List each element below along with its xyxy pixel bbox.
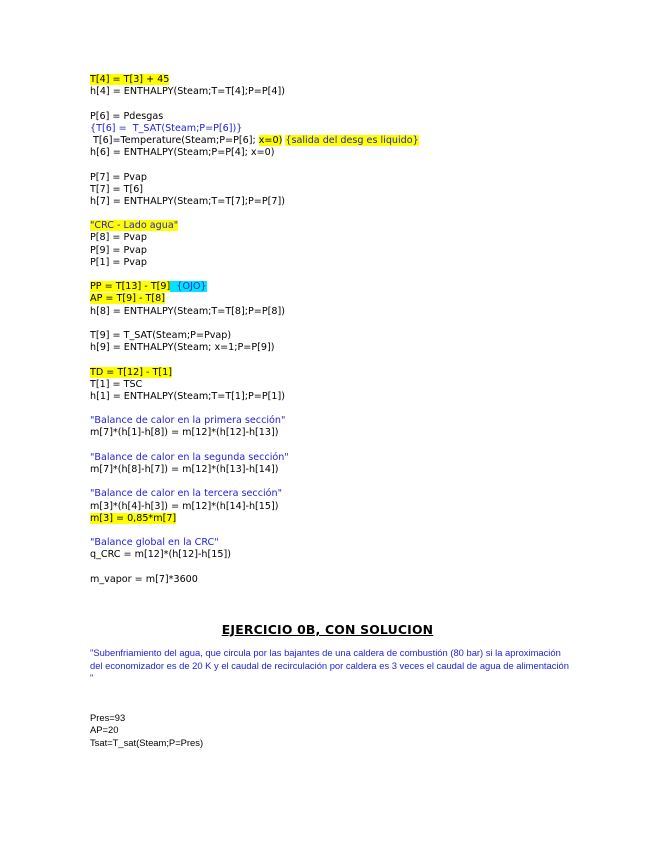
code-segment: AP = T[9] - T[8] xyxy=(90,293,165,305)
code-line xyxy=(90,86,419,98)
code-line xyxy=(90,427,419,439)
code-line xyxy=(90,257,419,269)
code-line xyxy=(90,513,419,525)
equation-line: AP=20 xyxy=(90,724,119,736)
code-line xyxy=(90,306,419,318)
code-segment: {OJO} xyxy=(170,281,207,293)
code-segment: h[7] = ENTHALPY(Steam;T=T[7];P=P[7]) xyxy=(90,195,285,207)
code-line xyxy=(90,379,419,391)
code-line xyxy=(90,74,419,86)
code-segment: m[3]*(h[4]-h[3]) = m[12]*(h[14]-h[15]) xyxy=(90,500,279,512)
code-segment: P[7] = Pvap xyxy=(90,171,147,183)
exercise-heading: EJERCICIO 0B, CON SOLUCION xyxy=(221,622,434,637)
blank-line xyxy=(90,159,419,171)
code-segment: T[9] = T_SAT(Steam;P=Pvap) xyxy=(90,329,232,341)
equation-listing xyxy=(90,74,419,586)
code-line xyxy=(90,342,419,354)
blank-line xyxy=(90,476,419,488)
blank-line xyxy=(90,562,419,574)
blank-line xyxy=(90,403,419,415)
code-line xyxy=(90,464,419,476)
code-line xyxy=(90,220,419,232)
code-segment: m[7]*(h[1]-h[8]) = m[12]*(h[12]-h[13]) xyxy=(90,427,279,439)
code-segment: h[8] = ENTHALPY(Steam;T=T[8];P=P[8]) xyxy=(90,305,285,317)
code-line xyxy=(90,123,419,135)
blank-line xyxy=(90,525,419,537)
blank-line xyxy=(90,318,419,330)
code-line xyxy=(90,501,419,513)
code-line xyxy=(90,135,419,147)
code-line xyxy=(90,232,419,244)
code-segment: T[6]=Temperature(Steam;P=P[6]; xyxy=(90,134,259,146)
blank-line xyxy=(90,98,419,110)
code-segment: h[9] = ENTHALPY(Steam; x=1;P=P[9]) xyxy=(90,342,275,354)
code-segment: q_CRC = m[12]*(h[12]-h[15]) xyxy=(90,549,231,561)
code-line xyxy=(90,330,419,342)
code-segment: T[1] = TSC xyxy=(90,378,143,390)
code-line xyxy=(90,537,419,549)
code-line xyxy=(90,172,419,184)
code-segment: "CRC - Lado agua" xyxy=(90,220,179,232)
code-segment: m[7]*(h[8]-h[7]) = m[12]*(h[13]-h[14]) xyxy=(90,464,279,475)
code-segment: TD = T[12] - T[1] xyxy=(90,366,172,378)
code-segment: h[1] = ENTHALPY(Steam;T=T[1];P=P[1]) xyxy=(90,390,285,402)
code-segment: P[6] = Pdesgas xyxy=(90,110,164,122)
code-segment: m_vapor = m[7]*3600 xyxy=(90,573,198,585)
code-segment: P[8] = Pvap xyxy=(90,232,147,244)
blank-line xyxy=(90,269,419,281)
code-line xyxy=(90,574,419,586)
code-segment: PP = T[13] - T[9] xyxy=(90,281,171,293)
code-line xyxy=(90,111,419,123)
code-segment: P[1] = Pvap xyxy=(90,256,147,268)
equation-line: Tsat=T_sat(Steam;P=Pres) xyxy=(90,736,204,748)
code-line xyxy=(90,293,419,305)
blank-line xyxy=(90,440,419,452)
code-segment: x=0) xyxy=(258,134,283,146)
code-line xyxy=(90,549,419,561)
code-segment: "Balance de calor en la segunda sección" xyxy=(90,451,289,463)
code-line xyxy=(90,281,419,293)
code-segment: h[4] = ENTHALPY(Steam;T=T[4];P=P[4]) xyxy=(90,86,285,98)
code-segment: h[6] = ENTHALPY(Steam;P=P[4]; x=0) xyxy=(90,147,275,159)
code-line xyxy=(90,147,419,159)
code-line xyxy=(90,452,419,464)
code-line xyxy=(90,488,419,500)
blank-line xyxy=(90,208,419,220)
code-line xyxy=(90,391,419,403)
code-segment: T[4] = T[3] + 45 xyxy=(90,74,170,85)
code-segment: "Balance global en la CRC" xyxy=(90,537,219,549)
code-segment: {salida del desg es liquido} xyxy=(285,134,419,146)
code-line xyxy=(90,367,419,379)
code-line xyxy=(90,415,419,427)
blank-line xyxy=(90,354,419,366)
code-line xyxy=(90,184,419,196)
code-segment: "Balance de calor en la tercera sección" xyxy=(90,488,283,500)
problem-statement: "Subenfriamiento del agua, que circula por las bajantes de una caldera de combustión (80 bar) si la aproximación del economizador es de 20 K y el caudal de recirculación por caldera es 3 veces el caudal de agua de alimentación " xyxy=(90,647,569,684)
equation-line: Pres=93 xyxy=(90,712,126,723)
code-segment: m[3] = 0,85*m[7] xyxy=(90,512,177,524)
code-segment: {T[6] = T_SAT(Steam;P=P[6])} xyxy=(90,122,243,134)
code-line xyxy=(90,245,419,257)
code-segment: T[7] = T[6] xyxy=(90,183,144,195)
solution-equations xyxy=(90,712,203,749)
code-line xyxy=(90,196,419,208)
code-segment: P[9] = Pvap xyxy=(90,244,147,256)
code-segment: "Balance de calor en la primera sección" xyxy=(90,415,286,427)
